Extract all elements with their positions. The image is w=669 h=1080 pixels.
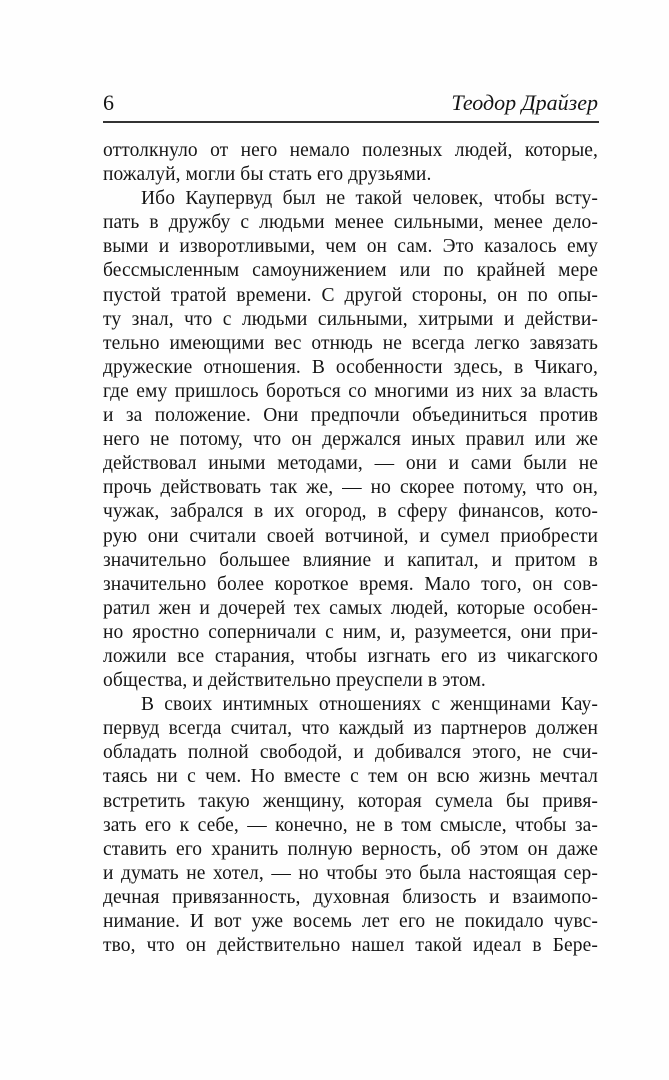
paragraph bbox=[103, 693, 598, 958]
text-line: ту знал, что с людьми сильными, хитрыми и действи- bbox=[103, 308, 598, 330]
text-line: и думать не хотел, — но чтобы это была настоящая сер- bbox=[103, 862, 598, 884]
text-line: действовал иными методами, — они и сами были не bbox=[103, 453, 598, 475]
running-header-author: Теодор Драйзер bbox=[451, 90, 598, 115]
text-line: нимание. И вот уже восемь лет его не покидало чувс- bbox=[103, 911, 598, 932]
text-line: но яростно соперничали с ним, и, разумеется, они при- bbox=[103, 621, 598, 643]
text-line: оттолкнуло от него немало полезных людей, которые, bbox=[103, 140, 598, 161]
text-line: ложили все старания, чтобы изгнать его из чикагского bbox=[103, 645, 598, 667]
text-line: первуд всегда считал, что каждый из партнеров должен bbox=[103, 718, 598, 740]
text-line: дечная привязанность, духовная близость и взаимопо- bbox=[103, 886, 598, 908]
text-line: выми и изворотливыми, чем он сам. Это казалось ему bbox=[103, 236, 598, 258]
text-line: где ему пришлось бороться со многими из них за власть bbox=[103, 380, 598, 402]
text-line: общества, и действительно преуспели в этом. bbox=[103, 670, 486, 692]
text-line: чужак, забрался в их огород, в сферу финансов, кото- bbox=[103, 501, 598, 523]
text-line: встретить такую женщину, которая сумела бы привя- bbox=[103, 790, 598, 812]
text-line: бессмысленным самоунижением или по крайней мере bbox=[103, 260, 598, 282]
text-line: пать в дружбу с людьми менее сильными, менее дело- bbox=[103, 212, 598, 234]
text-line: значительно большее влияние и капитал, и притом в bbox=[103, 549, 598, 571]
text-line: рую они считали своей вотчиной, и сумел приобрести bbox=[103, 525, 598, 547]
paragraph bbox=[103, 139, 598, 187]
text-line: таясь ни с чем. Но вместе с тем он всю жизнь мечтал bbox=[103, 766, 598, 788]
text-line: ратил жен и дочерей тех самых людей, которые особен- bbox=[103, 597, 598, 619]
text-line: значительно более короткое время. Мало того, он сов- bbox=[103, 573, 598, 595]
text-line: обладать полной свободой, и добивался этого, не счи- bbox=[103, 742, 598, 764]
text-line: тельно имеющими вес отнюдь не всегда легко завязать bbox=[103, 332, 598, 354]
text-line: Ибо Каупервуд был не такой человек, чтобы всту- bbox=[141, 188, 598, 210]
text-line: дружеские отношения. В особенности здесь, в Чикаго, bbox=[103, 356, 598, 378]
text-line: и за положение. Они предпочли объединиться против bbox=[103, 405, 598, 427]
header-rule bbox=[103, 121, 599, 123]
text-line: ставить его хранить полную верность, об этом он даже bbox=[103, 838, 598, 860]
text-line: прочь действовать так же, — но скорее потому, что он, bbox=[103, 477, 598, 499]
text-line: пожалуй, могли бы стать его друзьями. bbox=[103, 164, 432, 186]
text-line: него не потому, что он держался иных правил или же bbox=[103, 429, 598, 451]
page-number: 6 bbox=[103, 90, 114, 115]
text-line: В своих интимных отношениях с женщинами Кау- bbox=[141, 694, 598, 716]
text-line: пустой тратой времени. С другой стороны, он по опы- bbox=[103, 284, 598, 306]
text-line: зать его к себе, — конечно, не в том смысле, чтобы за- bbox=[103, 814, 598, 836]
page-header bbox=[103, 90, 598, 116]
body-text bbox=[103, 139, 598, 958]
text-line: тво, что он действительно нашел такой идеал в Бере- bbox=[103, 935, 598, 957]
paragraph bbox=[103, 187, 598, 693]
